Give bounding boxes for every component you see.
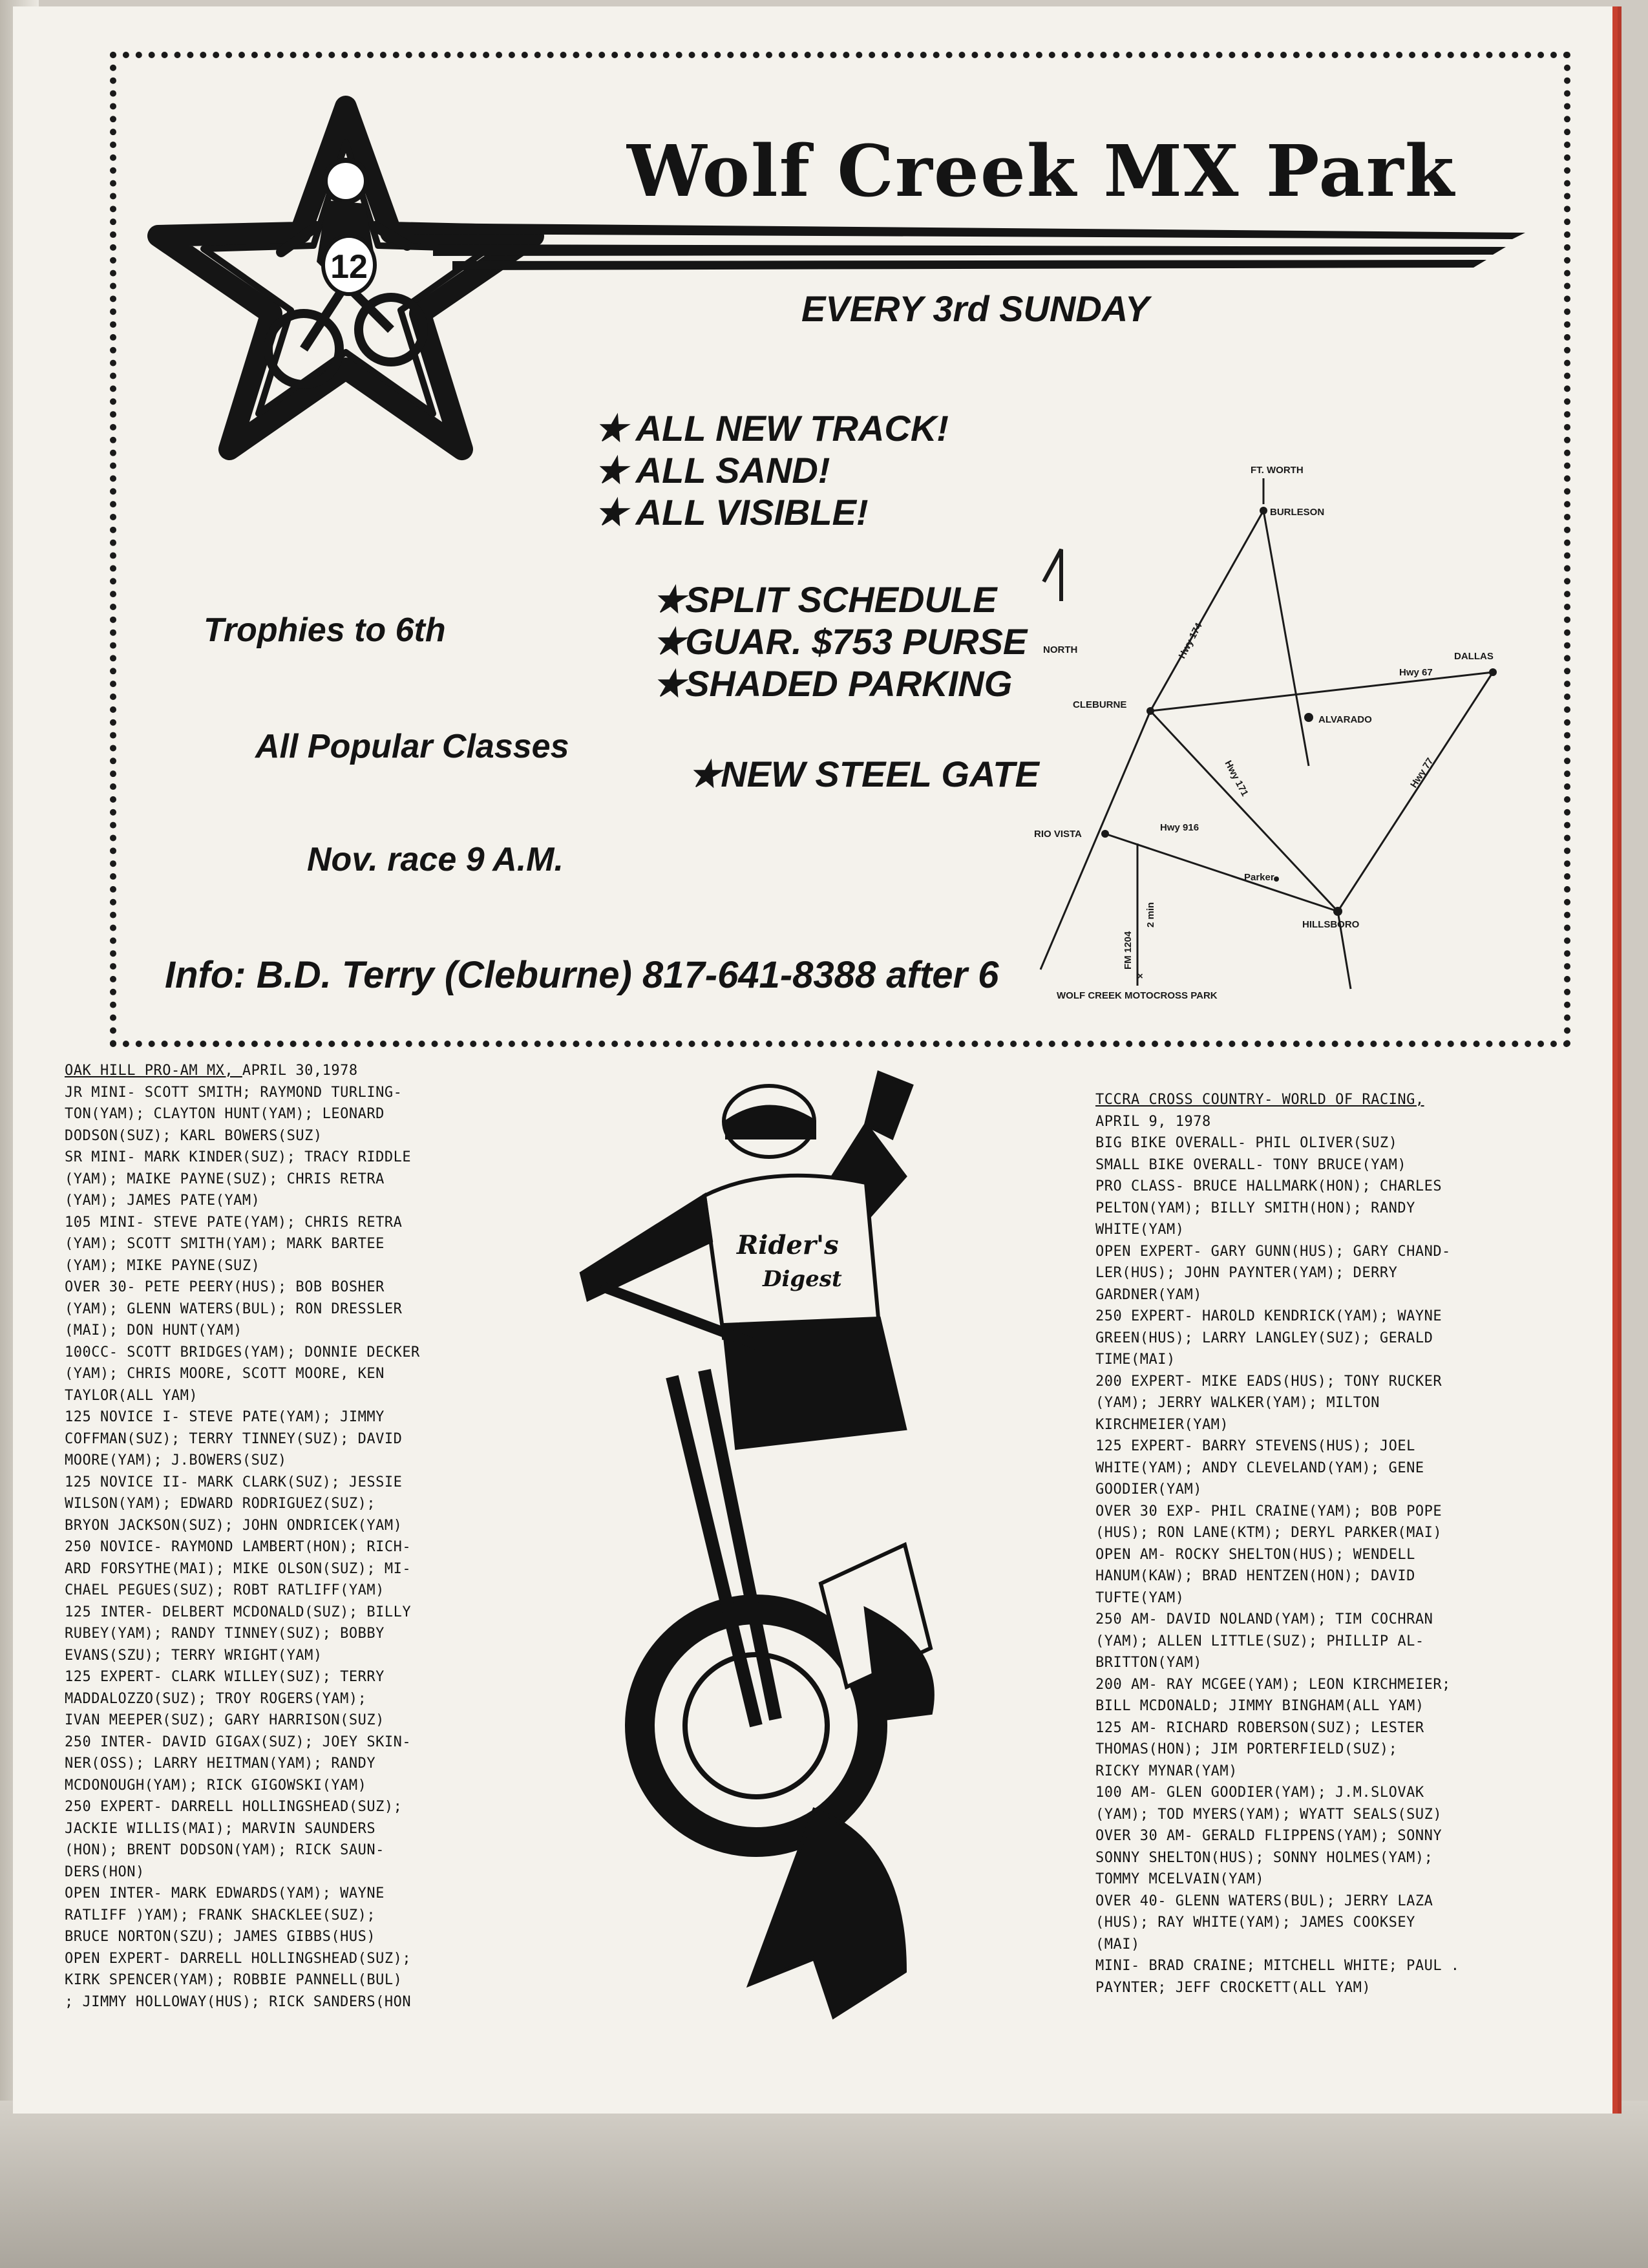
result-text: DODSON(SUZ); KARL BOWERS(SUZ) bbox=[65, 1127, 322, 1144]
park-marker-icon: × bbox=[1137, 971, 1143, 982]
result-heading: TCCRA CROSS COUNTRY- WORLD OF RACING, bbox=[1095, 1092, 1424, 1108]
result-text: WILSON(YAM); EDWARD RODRIGUEZ(SUZ); bbox=[65, 1496, 376, 1512]
result-line bbox=[1095, 1306, 1460, 1328]
result-line bbox=[1095, 1522, 1460, 1544]
map-label-dallas: DALLAS bbox=[1454, 651, 1494, 662]
result-text: CHAEL PEGUES(SUZ); ROBT RATLIFF(YAM) bbox=[65, 1582, 385, 1598]
result-line bbox=[65, 1991, 420, 2013]
result-line bbox=[65, 1169, 420, 1191]
result-line bbox=[65, 1103, 420, 1125]
result-text: 125 NOVICE II- MARK CLARK(SUZ); JESSIE bbox=[65, 1474, 403, 1490]
result-text: PELTON(YAM); BILLY SMITH(HON); RANDY bbox=[1095, 1200, 1415, 1216]
result-text: RUBEY(YAM); RANDY TINNEY(SUZ); BOBBY bbox=[65, 1626, 385, 1642]
result-text: ARD FORSYTHE(MAI); MIKE OLSON(SUZ); MI- bbox=[65, 1560, 412, 1577]
result-line bbox=[65, 1493, 420, 1515]
result-text: 200 AM- RAY MCGEE(YAM); LEON KIRCHMEIER; bbox=[1095, 1676, 1451, 1693]
result-line bbox=[65, 1428, 420, 1450]
svg-text:Digest: Digest bbox=[763, 1266, 842, 1292]
trophies-text: Trophies to 6th bbox=[204, 611, 446, 649]
result-line bbox=[65, 1710, 420, 1732]
map-label-parker: Parker bbox=[1244, 872, 1274, 883]
map-label-alvarado: ALVARADO bbox=[1318, 714, 1372, 725]
result-line bbox=[65, 1775, 420, 1797]
result-text: THOMAS(HON); JIM PORTERFIELD(SUZ); bbox=[1095, 1741, 1398, 1757]
map-label-cleburne: CLEBURNE bbox=[1073, 699, 1127, 710]
result-line bbox=[65, 1277, 420, 1298]
result-text: (YAM); JAMES PATE(YAM) bbox=[65, 1192, 260, 1209]
feature-sand: ★ ALL SAND! bbox=[595, 450, 830, 491]
result-line bbox=[1095, 1479, 1460, 1501]
result-line bbox=[1095, 1912, 1460, 1934]
result-line bbox=[65, 1212, 420, 1234]
result-text: (YAM); GLENN WATERS(BUL); RON DRESSLER bbox=[65, 1300, 403, 1317]
scan-background bbox=[0, 2101, 1648, 2268]
result-text: (YAM); MAIKE PAYNE(SUZ); CHRIS RETRA bbox=[65, 1171, 385, 1187]
result-line bbox=[1095, 1977, 1460, 1999]
schedule-text: EVERY 3rd SUNDAY bbox=[801, 288, 1150, 329]
result-line bbox=[65, 1515, 420, 1537]
result-text: JR MINI- SCOTT SMITH; RAYMOND TURLING- bbox=[65, 1084, 403, 1101]
result-text: OVER 40- GLENN WATERS(BUL); JERRY LAZA bbox=[1095, 1892, 1433, 1909]
feature-gate: ★NEW STEEL GATE bbox=[688, 754, 1039, 794]
feature-split-schedule: ★SPLIT SCHEDULE bbox=[653, 579, 997, 620]
result-line bbox=[1095, 1089, 1460, 1111]
result-text: BRUCE NORTON(SZU); JAMES GIBBS(HUS) bbox=[65, 1929, 376, 1945]
result-line bbox=[65, 1623, 420, 1645]
result-text: GARDNER(YAM) bbox=[1095, 1286, 1202, 1303]
result-text: (YAM); ALLEN LITTLE(SUZ); PHILLIP AL- bbox=[1095, 1633, 1424, 1649]
result-text: (YAM); MIKE PAYNE(SUZ) bbox=[65, 1257, 260, 1274]
result-line bbox=[65, 1320, 420, 1342]
result-line bbox=[1095, 1891, 1460, 1913]
result-line bbox=[65, 1666, 420, 1688]
result-text: RICKY MYNAR(YAM) bbox=[1095, 1763, 1238, 1779]
result-text: 250 EXPERT- DARRELL HOLLINGSHEAD(SUZ); bbox=[65, 1799, 403, 1815]
result-text: 200 EXPERT- MIKE EADS(HUS); TONY RUCKER bbox=[1095, 1373, 1442, 1390]
result-text: 250 NOVICE- RAYMOND LAMBERT(HON); RICH- bbox=[65, 1539, 412, 1555]
race-time-text: Nov. race 9 A.M. bbox=[307, 841, 564, 878]
result-text: PAYNTER; JEFF CROCKETT(ALL YAM) bbox=[1095, 1979, 1371, 1996]
result-text: TIME(MAI) bbox=[1095, 1351, 1176, 1368]
result-text: BIG BIKE OVERALL- PHIL OLIVER(SUZ) bbox=[1095, 1135, 1398, 1151]
result-line bbox=[1095, 1198, 1460, 1220]
result-text: OVER 30 AM- GERALD FLIPPENS(YAM); SONNY bbox=[1095, 1828, 1442, 1844]
result-text: 100CC- SCOTT BRIDGES(YAM); DONNIE DECKER bbox=[65, 1344, 420, 1361]
star-rider-logo bbox=[152, 97, 553, 459]
map-road-hwy77 bbox=[1338, 672, 1493, 911]
result-line bbox=[1095, 1825, 1460, 1847]
result-line bbox=[65, 1233, 420, 1255]
result-heading: OAK HILL PRO-AM MX, bbox=[65, 1063, 242, 1079]
result-line bbox=[1095, 1955, 1460, 1977]
result-line bbox=[1095, 1501, 1460, 1523]
result-text: (MAI) bbox=[1095, 1936, 1140, 1953]
result-line bbox=[65, 1342, 420, 1364]
result-line bbox=[1095, 1111, 1460, 1133]
result-line bbox=[1095, 1219, 1460, 1241]
result-text: OVER 30 EXP- PHIL CRAINE(YAM); BOB POPE bbox=[1095, 1503, 1442, 1520]
result-line bbox=[1095, 1328, 1460, 1350]
result-text: (YAM); JERRY WALKER(YAM); MILTON bbox=[1095, 1395, 1380, 1411]
result-text: BRITTON(YAM) bbox=[1095, 1655, 1202, 1671]
map-label-hwy174: Hwy 174 bbox=[1176, 620, 1205, 661]
result-text: OPEN INTER- MARK EDWARDS(YAM); WAYNE bbox=[65, 1885, 385, 1902]
result-text: OPEN AM- ROCKY SHELTON(HUS); WENDELL bbox=[1095, 1546, 1415, 1563]
result-line bbox=[1095, 1436, 1460, 1457]
result-line bbox=[65, 1472, 420, 1494]
result-line bbox=[1095, 1804, 1460, 1826]
result-text: OPEN EXPERT- DARRELL HOLLINGSHEAD(SUZ); bbox=[65, 1950, 412, 1967]
contact-info: Info: B.D. Terry (Cleburne) 817-641-8388 after 6 bbox=[165, 954, 999, 996]
result-text: (HUS); RON LANE(KTM); DERYL PARKER(MAI) bbox=[1095, 1525, 1442, 1541]
result-text: NER(OSS); LARRY HEITMAN(YAM); RANDY bbox=[65, 1755, 376, 1772]
result-line bbox=[1095, 1349, 1460, 1371]
result-text: 100 AM- GLEN GOODIER(YAM); J.M.SLOVAK bbox=[1095, 1785, 1424, 1801]
result-text: GREEN(HUS); LARRY LANGLEY(SUZ); GERALD bbox=[1095, 1330, 1433, 1346]
result-text: EVANS(SZU); TERRY WRIGHT(YAM) bbox=[65, 1647, 322, 1664]
result-line bbox=[65, 1905, 420, 1927]
result-line bbox=[65, 1147, 420, 1169]
result-text: 125 EXPERT- CLARK WILLEY(SUZ); TERRY bbox=[65, 1669, 385, 1685]
result-text: (HON); BRENT DODSON(YAM); RICK SAUN- bbox=[65, 1842, 385, 1858]
result-line bbox=[65, 1883, 420, 1905]
result-line bbox=[1095, 1761, 1460, 1783]
wolf-creek-advertisement bbox=[110, 52, 1570, 1047]
result-text: RATLIFF )YAM); FRANK SHACKLEE(SUZ); bbox=[65, 1907, 376, 1924]
north-arrow-icon bbox=[1044, 549, 1061, 601]
result-line bbox=[1095, 1544, 1460, 1566]
result-line bbox=[1095, 1869, 1460, 1891]
map-label-hwy171: Hwy 171 bbox=[1222, 758, 1251, 798]
result-text: (MAI); DON HUNT(YAM) bbox=[65, 1322, 242, 1339]
map-road-west bbox=[1041, 711, 1150, 970]
result-line bbox=[1095, 1565, 1460, 1587]
result-text: MADDALOZZO(SUZ); TROY ROGERS(YAM); bbox=[65, 1690, 367, 1707]
map-label-park: WOLF CREEK MOTOCROSS PARK bbox=[1057, 990, 1218, 1001]
map-label-north: NORTH bbox=[1043, 644, 1078, 655]
result-text: 250 EXPERT- HAROLD KENDRICK(YAM); WAYNE bbox=[1095, 1308, 1442, 1324]
result-text: DERS(HON) bbox=[65, 1863, 145, 1880]
map-road-hwy916 bbox=[1105, 834, 1338, 911]
svg-text:12: 12 bbox=[330, 248, 368, 286]
result-text: SMALL BIKE OVERALL- TONY BRUCE(YAM) bbox=[1095, 1156, 1407, 1173]
result-text: OVER 30- PETE PEERY(HUS); BOB BOSHER bbox=[65, 1279, 385, 1295]
result-line bbox=[1095, 1695, 1460, 1717]
result-line bbox=[1095, 1847, 1460, 1869]
result-line bbox=[65, 1926, 420, 1948]
result-line bbox=[1095, 1392, 1460, 1414]
result-text: HANUM(KAW); BRAD HENTZEN(HON); DAVID bbox=[1095, 1568, 1415, 1584]
result-line bbox=[65, 1255, 420, 1277]
result-text: GOODIER(YAM) bbox=[1095, 1481, 1202, 1498]
result-line bbox=[65, 1861, 420, 1883]
result-line bbox=[65, 1818, 420, 1840]
result-text: KIRCHMEIER(YAM) bbox=[1095, 1416, 1229, 1433]
map-label-2min: 2 min bbox=[1145, 902, 1156, 927]
speed-stripes bbox=[414, 220, 1525, 271]
result-line bbox=[1095, 1284, 1460, 1306]
map-label-hwy916: Hwy 916 bbox=[1160, 822, 1199, 833]
result-line bbox=[1095, 1457, 1460, 1479]
result-line bbox=[65, 1082, 420, 1104]
map-label-fm1204: FM 1204 bbox=[1123, 931, 1134, 970]
result-text: SONNY SHELTON(HUS); SONNY HOLMES(YAM); bbox=[1095, 1849, 1433, 1866]
feature-parking: ★SHADED PARKING bbox=[653, 663, 1013, 704]
result-text: BILL MCDONALD; JIMMY BINGHAM(ALL YAM) bbox=[1095, 1698, 1424, 1714]
result-line bbox=[1095, 1631, 1460, 1653]
result-line bbox=[65, 1125, 420, 1147]
results-right-column bbox=[1095, 1089, 1460, 1998]
result-line bbox=[65, 1948, 420, 1970]
result-line bbox=[1095, 1717, 1460, 1739]
result-line bbox=[65, 1602, 420, 1624]
result-text: (YAM); TOD MYERS(YAM); WYATT SEALS(SUZ) bbox=[1095, 1806, 1442, 1823]
result-text: 250 AM- DAVID NOLAND(YAM); TIM COCHRAN bbox=[1095, 1611, 1433, 1627]
result-line bbox=[65, 1536, 420, 1558]
result-text: OPEN EXPERT- GARY GUNN(HUS); GARY CHAND- bbox=[1095, 1243, 1451, 1260]
result-text: TON(YAM); CLAYTON HUNT(YAM); LEONARD bbox=[65, 1106, 385, 1122]
result-line bbox=[65, 1732, 420, 1754]
result-line bbox=[65, 1298, 420, 1320]
result-text: TAYLOR(ALL YAM) bbox=[65, 1387, 198, 1404]
svg-text:40: 40 bbox=[656, 1341, 678, 1362]
result-line bbox=[1095, 1652, 1460, 1674]
result-text: KIRK SPENCER(YAM); ROBBIE PANNELL(BUL) bbox=[65, 1972, 403, 1988]
result-line bbox=[65, 1558, 420, 1580]
map-label-rio-vista: RIO VISTA bbox=[1034, 829, 1082, 840]
motocross-rider-illustration bbox=[543, 1066, 1021, 2049]
result-line bbox=[1095, 1154, 1460, 1176]
result-line bbox=[65, 1839, 420, 1861]
result-text: 125 AM- RICHARD ROBERSON(SUZ); LESTER bbox=[1095, 1719, 1424, 1736]
feature-purse: ★GUAR. $753 PURSE bbox=[653, 621, 1028, 662]
result-line bbox=[65, 1450, 420, 1472]
result-line bbox=[1095, 1609, 1460, 1631]
result-text: TUFTE(YAM) bbox=[1095, 1589, 1185, 1606]
result-text: 125 NOVICE I- STEVE PATE(YAM); JIMMY bbox=[65, 1409, 385, 1425]
result-text: APRIL 30,1978 bbox=[242, 1063, 358, 1079]
result-line bbox=[65, 1645, 420, 1667]
map-label-hillsboro: HILLSBORO bbox=[1302, 919, 1360, 930]
result-text: 125 EXPERT- BARRY STEVENS(HUS); JOEL bbox=[1095, 1438, 1415, 1454]
result-text: MCDONOUGH(YAM); RICK GIGOWSKI(YAM) bbox=[65, 1777, 367, 1794]
result-line bbox=[1095, 1934, 1460, 1956]
map-road-hwy67 bbox=[1150, 672, 1493, 711]
result-text: APRIL 9, 1978 bbox=[1095, 1113, 1211, 1130]
result-line bbox=[1095, 1262, 1460, 1284]
result-text: WHITE(YAM) bbox=[1095, 1222, 1185, 1238]
result-text: ; JIMMY HOLLOWAY(HUS); RICK SANDERS(HON bbox=[65, 1993, 412, 2010]
result-text: 125 INTER- DELBERT MCDONALD(SUZ); BILLY bbox=[65, 1604, 412, 1620]
result-line bbox=[1095, 1674, 1460, 1696]
result-text: LER(HUS); JOHN PAYNTER(YAM); DERRY bbox=[1095, 1265, 1398, 1281]
result-line bbox=[1095, 1587, 1460, 1609]
feature-visible: ★ ALL VISIBLE! bbox=[595, 492, 869, 533]
magazine-page bbox=[13, 6, 1612, 2114]
result-line bbox=[1095, 1241, 1460, 1263]
result-line bbox=[1095, 1414, 1460, 1436]
park-title: Wolf Creek MX Park bbox=[627, 129, 1455, 213]
result-line bbox=[65, 1753, 420, 1775]
result-line bbox=[1095, 1371, 1460, 1393]
directions-map bbox=[1034, 459, 1525, 1001]
result-text: 105 MINI- STEVE PATE(YAM); CHRIS RETRA bbox=[65, 1214, 403, 1231]
result-text: SR MINI- MARK KINDER(SUZ); TRACY RIDDLE bbox=[65, 1149, 412, 1165]
result-text: (HUS); RAY WHITE(YAM); JAMES COOKSEY bbox=[1095, 1914, 1415, 1931]
map-label-ft-worth: FT. WORTH bbox=[1251, 465, 1304, 476]
result-line bbox=[65, 1969, 420, 1991]
result-line bbox=[65, 1580, 420, 1602]
result-line bbox=[65, 1190, 420, 1212]
result-text: JACKIE WILLIS(MAI); MARVIN SAUNDERS bbox=[65, 1820, 376, 1837]
result-line bbox=[65, 1796, 420, 1818]
map-label-hwy77: Hwy 77 bbox=[1408, 756, 1436, 790]
result-text: PRO CLASS- BRUCE HALLMARK(HON); CHARLES bbox=[1095, 1178, 1442, 1194]
result-line bbox=[1095, 1782, 1460, 1804]
svg-text:Rider's: Rider's bbox=[737, 1230, 839, 1260]
result-line bbox=[65, 1688, 420, 1710]
map-road-burleson-alvarado bbox=[1263, 511, 1309, 766]
result-line bbox=[1095, 1739, 1460, 1761]
result-line bbox=[65, 1406, 420, 1428]
map-label-hwy67: Hwy 67 bbox=[1399, 667, 1433, 678]
result-line bbox=[65, 1385, 420, 1407]
map-label-burleson: BURLESON bbox=[1270, 507, 1325, 518]
result-text: (YAM); CHRIS MOORE, SCOTT MOORE, KEN bbox=[65, 1366, 385, 1382]
classes-text: All Popular Classes bbox=[255, 728, 569, 765]
result-line bbox=[1095, 1176, 1460, 1198]
map-road-hwy174 bbox=[1150, 511, 1263, 711]
result-line bbox=[1095, 1132, 1460, 1154]
results-left-column bbox=[65, 1060, 420, 2013]
result-text: WHITE(YAM); ANDY CLEVELAND(YAM); GENE bbox=[1095, 1459, 1424, 1476]
result-text: BRYON JACKSON(SUZ); JOHN ONDRICEK(YAM) bbox=[65, 1517, 403, 1534]
result-text: MINI- BRAD CRAINE; MITCHELL WHITE; PAUL . bbox=[1095, 1958, 1460, 1974]
result-text: IVAN MEEPER(SUZ); GARY HARRISON(SUZ) bbox=[65, 1712, 385, 1728]
result-text: (YAM); SCOTT SMITH(YAM); MARK BARTEE bbox=[65, 1236, 385, 1252]
result-text: COFFMAN(SUZ); TERRY TINNEY(SUZ); DAVID bbox=[65, 1430, 403, 1447]
result-line bbox=[65, 1363, 420, 1385]
result-text: 250 INTER- DAVID GIGAX(SUZ); JOEY SKIN- bbox=[65, 1733, 412, 1750]
result-text: TOMMY MCELVAIN(YAM) bbox=[1095, 1871, 1265, 1887]
result-text: MOORE(YAM); J.BOWERS(SUZ) bbox=[65, 1452, 287, 1468]
feature-new-track: ★ ALL NEW TRACK! bbox=[595, 408, 949, 449]
result-line bbox=[65, 1060, 420, 1082]
